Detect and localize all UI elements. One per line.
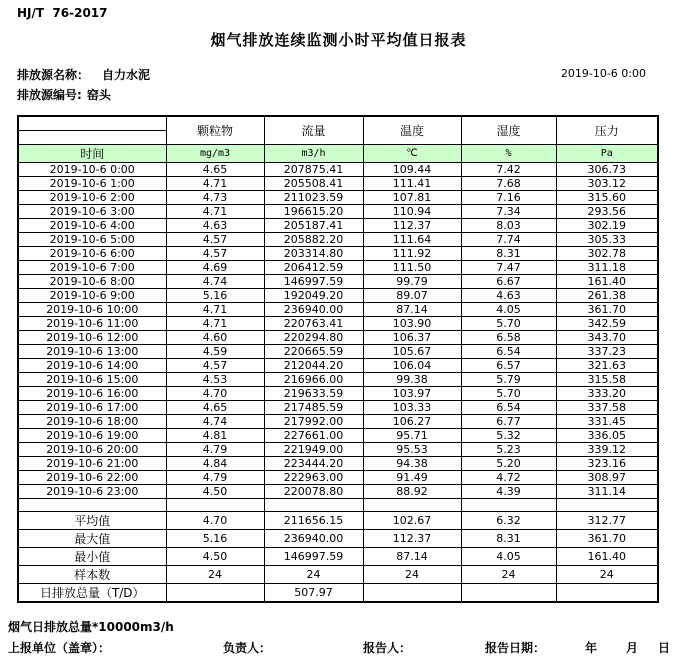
row-time: 2019-10-6 8:00 bbox=[18, 274, 166, 288]
table-row bbox=[18, 470, 658, 484]
table-row bbox=[18, 414, 658, 428]
row-value: 205187.41 bbox=[264, 218, 363, 232]
summary-value: 24 bbox=[461, 565, 556, 583]
row-value: 321.63 bbox=[556, 358, 658, 372]
row-value: 95.53 bbox=[363, 442, 461, 456]
table-row bbox=[18, 442, 658, 456]
time-column-header: 时间 bbox=[18, 144, 166, 162]
table-row bbox=[18, 456, 658, 470]
row-time: 2019-10-6 0:00 bbox=[18, 162, 166, 176]
row-value: 4.81 bbox=[166, 428, 264, 442]
row-value: 217485.59 bbox=[264, 400, 363, 414]
units-row bbox=[18, 144, 658, 162]
row-value: 222963.00 bbox=[264, 470, 363, 484]
row-value: 103.97 bbox=[363, 386, 461, 400]
row-value: 4.60 bbox=[166, 330, 264, 344]
row-value: 4.53 bbox=[166, 372, 264, 386]
row-time: 2019-10-6 2:00 bbox=[18, 190, 166, 204]
summary-value: 4.50 bbox=[166, 547, 264, 565]
unit-pressure: Pa bbox=[556, 144, 658, 162]
spacer-row bbox=[18, 498, 658, 511]
summary-label: 最大值 bbox=[18, 529, 166, 547]
responsible-person-label: 负责人： bbox=[223, 641, 272, 655]
row-value: 7.68 bbox=[461, 176, 556, 190]
monitoring-table bbox=[17, 115, 659, 603]
summary-value: 361.70 bbox=[556, 529, 658, 547]
summary-value: 4.05 bbox=[461, 547, 556, 565]
column-header-flow: 流量 bbox=[264, 116, 363, 144]
row-value: 261.38 bbox=[556, 288, 658, 302]
row-value: 146997.59 bbox=[264, 274, 363, 288]
row-value: 107.81 bbox=[363, 190, 461, 204]
table-row bbox=[18, 288, 658, 302]
row-value: 303.12 bbox=[556, 176, 658, 190]
row-value: 220078.80 bbox=[264, 484, 363, 498]
row-value: 4.57 bbox=[166, 232, 264, 246]
row-value: 4.74 bbox=[166, 274, 264, 288]
row-value: 315.58 bbox=[556, 372, 658, 386]
row-value: 4.39 bbox=[461, 484, 556, 498]
row-value: 91.49 bbox=[363, 470, 461, 484]
row-value: 6.57 bbox=[461, 358, 556, 372]
row-value: 343.70 bbox=[556, 330, 658, 344]
row-value: 236940.00 bbox=[264, 302, 363, 316]
source-id-label: 排放源编号: bbox=[17, 88, 82, 102]
row-time: 2019-10-6 9:00 bbox=[18, 288, 166, 302]
row-value: 361.70 bbox=[556, 302, 658, 316]
row-value: 223444.20 bbox=[264, 456, 363, 470]
row-value: 112.37 bbox=[363, 218, 461, 232]
table-row bbox=[18, 162, 658, 176]
report-date-label: 报告日期： bbox=[485, 641, 546, 655]
summary-value: 8.31 bbox=[461, 529, 556, 547]
summary-row bbox=[18, 511, 658, 529]
summary-value: 146997.59 bbox=[264, 547, 363, 565]
source-id-value: 窑头 bbox=[86, 88, 111, 102]
row-time: 2019-10-6 3:00 bbox=[18, 204, 166, 218]
unit-humidity: % bbox=[461, 144, 556, 162]
row-time: 2019-10-6 7:00 bbox=[18, 260, 166, 274]
row-value: 4.65 bbox=[166, 400, 264, 414]
source-name-value: 自力水泥 bbox=[102, 68, 151, 82]
summary-label: 日排放总量（T/D） bbox=[18, 583, 166, 602]
row-value: 6.67 bbox=[461, 274, 556, 288]
summary-value bbox=[556, 583, 658, 602]
summary-value: 87.14 bbox=[363, 547, 461, 565]
header-empty-cell bbox=[18, 116, 166, 130]
table-row bbox=[18, 246, 658, 260]
summary-value: 236940.00 bbox=[264, 529, 363, 547]
summary-row bbox=[18, 547, 658, 565]
summary-value: 102.67 bbox=[363, 511, 461, 529]
row-value: 6.54 bbox=[461, 400, 556, 414]
page-title: 烟气排放连续监测小时平均值日报表 bbox=[210, 31, 467, 49]
summary-value: 24 bbox=[264, 565, 363, 583]
summary-value: 211656.15 bbox=[264, 511, 363, 529]
row-value: 4.63 bbox=[166, 218, 264, 232]
row-time: 2019-10-6 14:00 bbox=[18, 358, 166, 372]
row-value: 305.33 bbox=[556, 232, 658, 246]
row-value: 342.59 bbox=[556, 316, 658, 330]
row-value: 7.47 bbox=[461, 260, 556, 274]
row-value: 7.74 bbox=[461, 232, 556, 246]
row-value: 4.05 bbox=[461, 302, 556, 316]
row-value: 4.84 bbox=[166, 456, 264, 470]
row-value: 4.71 bbox=[166, 302, 264, 316]
row-value: 217992.00 bbox=[264, 414, 363, 428]
row-time: 2019-10-6 12:00 bbox=[18, 330, 166, 344]
row-value: 5.23 bbox=[461, 442, 556, 456]
row-value: 205882.20 bbox=[264, 232, 363, 246]
row-value: 161.40 bbox=[556, 274, 658, 288]
row-value: 219633.59 bbox=[264, 386, 363, 400]
row-value: 6.77 bbox=[461, 414, 556, 428]
standard-number: HJ/T 76-2017 bbox=[17, 6, 108, 20]
row-value: 203314.80 bbox=[264, 246, 363, 260]
unit-flow: m3/h bbox=[264, 144, 363, 162]
row-value: 88.92 bbox=[363, 484, 461, 498]
table-row bbox=[18, 400, 658, 414]
row-value: 4.63 bbox=[461, 288, 556, 302]
row-value: 4.71 bbox=[166, 204, 264, 218]
table-row bbox=[18, 190, 658, 204]
row-time: 2019-10-6 1:00 bbox=[18, 176, 166, 190]
row-time: 2019-10-6 22:00 bbox=[18, 470, 166, 484]
day-label: 日 bbox=[658, 641, 671, 655]
summary-value: 161.40 bbox=[556, 547, 658, 565]
row-value: 220665.59 bbox=[264, 344, 363, 358]
row-value: 339.12 bbox=[556, 442, 658, 456]
summary-value: 24 bbox=[363, 565, 461, 583]
row-value: 337.58 bbox=[556, 400, 658, 414]
row-value: 337.23 bbox=[556, 344, 658, 358]
hourly-rows bbox=[18, 162, 658, 498]
table-row bbox=[18, 428, 658, 442]
summary-value: 24 bbox=[556, 565, 658, 583]
source-name-line bbox=[17, 66, 150, 83]
row-value: 220763.41 bbox=[264, 316, 363, 330]
source-id-line bbox=[17, 86, 111, 103]
row-value: 4.57 bbox=[166, 358, 264, 372]
reporter-label: 报告人： bbox=[363, 641, 412, 655]
row-value: 4.71 bbox=[166, 316, 264, 330]
row-time: 2019-10-6 15:00 bbox=[18, 372, 166, 386]
table-row bbox=[18, 344, 658, 358]
row-value: 333.20 bbox=[556, 386, 658, 400]
row-value: 105.67 bbox=[363, 344, 461, 358]
row-value: 111.50 bbox=[363, 260, 461, 274]
row-value: 4.79 bbox=[166, 442, 264, 456]
summary-rows bbox=[18, 511, 658, 602]
row-time: 2019-10-6 16:00 bbox=[18, 386, 166, 400]
row-value: 293.56 bbox=[556, 204, 658, 218]
row-value: 106.27 bbox=[363, 414, 461, 428]
source-name-label: 排放源名称： bbox=[17, 68, 90, 82]
row-value: 196615.20 bbox=[264, 204, 363, 218]
table-row bbox=[18, 330, 658, 344]
table-row bbox=[18, 218, 658, 232]
table-row bbox=[18, 386, 658, 400]
reporting-unit-seal-label: 上报单位（盖章）： bbox=[8, 641, 111, 655]
row-value: 7.16 bbox=[461, 190, 556, 204]
row-time: 2019-10-6 23:00 bbox=[18, 484, 166, 498]
table-row bbox=[18, 302, 658, 316]
summary-label: 最小值 bbox=[18, 547, 166, 565]
row-time: 2019-10-6 20:00 bbox=[18, 442, 166, 456]
summary-label: 样本数 bbox=[18, 565, 166, 583]
table-row bbox=[18, 316, 658, 330]
summary-row bbox=[18, 583, 658, 602]
row-time: 2019-10-6 13:00 bbox=[18, 344, 166, 358]
table-row bbox=[18, 232, 658, 246]
row-value: 302.78 bbox=[556, 246, 658, 260]
unit-particulate: mg/m3 bbox=[166, 144, 264, 162]
row-value: 323.16 bbox=[556, 456, 658, 470]
summary-label: 平均值 bbox=[18, 511, 166, 529]
row-value: 306.73 bbox=[556, 162, 658, 176]
row-value: 302.19 bbox=[556, 218, 658, 232]
column-header-humidity: 湿度 bbox=[461, 116, 556, 144]
table-row bbox=[18, 358, 658, 372]
summary-value: 312.77 bbox=[556, 511, 658, 529]
row-value: 4.50 bbox=[166, 484, 264, 498]
row-value: 87.14 bbox=[363, 302, 461, 316]
row-value: 5.20 bbox=[461, 456, 556, 470]
row-value: 227661.00 bbox=[264, 428, 363, 442]
summary-value bbox=[461, 583, 556, 602]
row-time: 2019-10-6 21:00 bbox=[18, 456, 166, 470]
summary-value: 112.37 bbox=[363, 529, 461, 547]
row-value: 4.73 bbox=[166, 190, 264, 204]
row-value: 7.34 bbox=[461, 204, 556, 218]
row-value: 4.57 bbox=[166, 246, 264, 260]
row-value: 8.03 bbox=[461, 218, 556, 232]
row-time: 2019-10-6 17:00 bbox=[18, 400, 166, 414]
table-row bbox=[18, 484, 658, 498]
header-empty-cell bbox=[18, 130, 166, 144]
row-value: 99.38 bbox=[363, 372, 461, 386]
flow-unit-note: 烟气日排放总量*10000m3/h bbox=[8, 620, 174, 634]
row-value: 106.37 bbox=[363, 330, 461, 344]
summary-value bbox=[166, 583, 264, 602]
summary-value: 5.16 bbox=[166, 529, 264, 547]
row-value: 206412.59 bbox=[264, 260, 363, 274]
row-value: 89.07 bbox=[363, 288, 461, 302]
row-time: 2019-10-6 19:00 bbox=[18, 428, 166, 442]
summary-value: 507.97 bbox=[264, 583, 363, 602]
table-row bbox=[18, 372, 658, 386]
row-value: 315.60 bbox=[556, 190, 658, 204]
row-time: 2019-10-6 10:00 bbox=[18, 302, 166, 316]
row-value: 192049.20 bbox=[264, 288, 363, 302]
row-value: 5.79 bbox=[461, 372, 556, 386]
table-row bbox=[18, 260, 658, 274]
table-row bbox=[18, 274, 658, 288]
row-value: 4.74 bbox=[166, 414, 264, 428]
row-value: 4.72 bbox=[461, 470, 556, 484]
row-value: 6.58 bbox=[461, 330, 556, 344]
report-datetime: 2019-10-6 0:00 bbox=[560, 67, 646, 80]
row-value: 4.71 bbox=[166, 176, 264, 190]
row-value: 216966.00 bbox=[264, 372, 363, 386]
table-row bbox=[18, 176, 658, 190]
summary-value: 6.32 bbox=[461, 511, 556, 529]
year-label: 年 bbox=[585, 641, 598, 655]
row-value: 7.42 bbox=[461, 162, 556, 176]
row-value: 4.79 bbox=[166, 470, 264, 484]
row-value: 106.04 bbox=[363, 358, 461, 372]
row-value: 331.45 bbox=[556, 414, 658, 428]
summary-row bbox=[18, 529, 658, 547]
row-value: 103.90 bbox=[363, 316, 461, 330]
row-value: 207875.41 bbox=[264, 162, 363, 176]
row-value: 5.32 bbox=[461, 428, 556, 442]
row-time: 2019-10-6 18:00 bbox=[18, 414, 166, 428]
row-time: 2019-10-6 4:00 bbox=[18, 218, 166, 232]
header-row-top bbox=[18, 116, 658, 130]
row-value: 111.92 bbox=[363, 246, 461, 260]
column-header-particulate: 颗粒物 bbox=[166, 116, 264, 144]
column-header-temperature: 温度 bbox=[363, 116, 461, 144]
row-value: 221949.00 bbox=[264, 442, 363, 456]
row-value: 211023.59 bbox=[264, 190, 363, 204]
row-value: 4.69 bbox=[166, 260, 264, 274]
row-value: 212044.20 bbox=[264, 358, 363, 372]
row-value: 111.41 bbox=[363, 176, 461, 190]
row-value: 111.64 bbox=[363, 232, 461, 246]
row-value: 94.38 bbox=[363, 456, 461, 470]
row-time: 2019-10-6 5:00 bbox=[18, 232, 166, 246]
summary-value: 4.70 bbox=[166, 511, 264, 529]
summary-value: 24 bbox=[166, 565, 264, 583]
row-value: 4.59 bbox=[166, 344, 264, 358]
row-value: 308.97 bbox=[556, 470, 658, 484]
summary-value bbox=[363, 583, 461, 602]
row-value: 311.18 bbox=[556, 260, 658, 274]
row-value: 8.31 bbox=[461, 246, 556, 260]
row-value: 95.71 bbox=[363, 428, 461, 442]
row-value: 103.33 bbox=[363, 400, 461, 414]
row-value: 311.14 bbox=[556, 484, 658, 498]
row-value: 6.54 bbox=[461, 344, 556, 358]
row-time: 2019-10-6 11:00 bbox=[18, 316, 166, 330]
row-value: 5.70 bbox=[461, 386, 556, 400]
row-value: 109.44 bbox=[363, 162, 461, 176]
column-header-pressure: 压力 bbox=[556, 116, 658, 144]
row-value: 5.16 bbox=[166, 288, 264, 302]
row-value: 336.05 bbox=[556, 428, 658, 442]
row-value: 99.79 bbox=[363, 274, 461, 288]
unit-temperature: ℃ bbox=[363, 144, 461, 162]
row-value: 5.70 bbox=[461, 316, 556, 330]
month-label: 月 bbox=[626, 641, 639, 655]
row-time: 2019-10-6 6:00 bbox=[18, 246, 166, 260]
row-value: 4.65 bbox=[166, 162, 264, 176]
summary-row bbox=[18, 565, 658, 583]
table-row bbox=[18, 204, 658, 218]
row-value: 110.94 bbox=[363, 204, 461, 218]
row-value: 4.70 bbox=[166, 386, 264, 400]
row-value: 205508.41 bbox=[264, 176, 363, 190]
row-value: 220294.80 bbox=[264, 330, 363, 344]
